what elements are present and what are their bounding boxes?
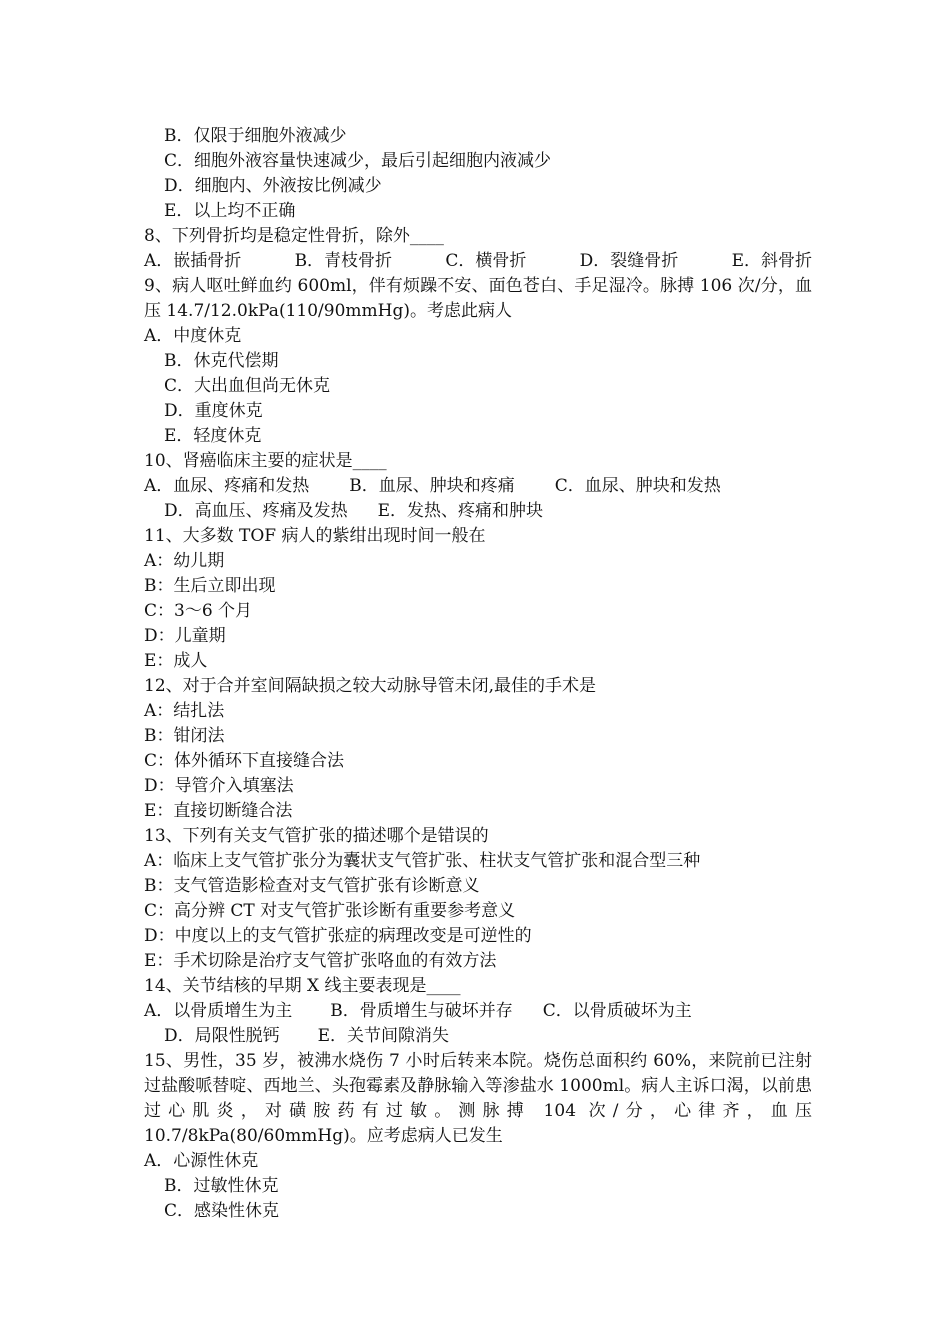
q7-option-d: D．细胞内、外液按比例减少 bbox=[164, 176, 382, 196]
q10-options-row-1 bbox=[144, 474, 812, 499]
q11-option-a: A：幼儿期 bbox=[144, 551, 225, 571]
question-12: 12、对于合并室间隔缺损之较大动脉导管未闭,最佳的手术是 bbox=[144, 676, 597, 696]
q10-option-e: E．发热、疼痛和肿块 bbox=[377, 501, 544, 521]
q11-option-d: D：儿童期 bbox=[144, 626, 226, 646]
q8-option-c: C．横骨折 bbox=[445, 251, 527, 271]
q9-option-e: E．轻度休克 bbox=[164, 426, 262, 446]
q14-option-c: C．以骨质破坏为主 bbox=[542, 1001, 692, 1021]
q13-option-b: B：支气管造影检查对支气管扩张有诊断意义 bbox=[144, 876, 480, 896]
q11-option-e: E：成人 bbox=[144, 651, 208, 671]
q8-options-row bbox=[144, 249, 812, 274]
q9-option-d: D．重度休克 bbox=[164, 401, 263, 421]
q12-option-d: D：导管介入填塞法 bbox=[144, 776, 294, 796]
q7-option-e: E．以上均不正确 bbox=[164, 201, 296, 221]
question-8: 8、下列骨折均是稳定性骨折，除外____ bbox=[144, 226, 444, 246]
q10-option-a: A．血尿、疼痛和发热 bbox=[144, 476, 310, 496]
q14-option-b: B．骨质增生与破坏并存 bbox=[330, 1001, 513, 1021]
q12-option-b: B：钳闭法 bbox=[144, 726, 225, 746]
question-11: 11、大多数 TOF 病人的紫绀出现时间一般在 bbox=[144, 526, 486, 546]
q12-option-c: C：体外循环下直接缝合法 bbox=[144, 751, 345, 771]
q7-option-c: C．细胞外液容量快速减少，最后引起细胞内液减少 bbox=[164, 151, 552, 171]
q13-option-d: D：中度以上的支气管扩张症的病理改变是可逆性的 bbox=[144, 926, 532, 946]
q10-options-row-2 bbox=[144, 499, 812, 524]
q9-option-c: C．大出血但尚无休克 bbox=[164, 376, 331, 396]
q13-option-e: E：手术切除是治疗支气管扩张咯血的有效方法 bbox=[144, 951, 497, 971]
q11-option-c: C：3～6 个月 bbox=[144, 601, 253, 621]
q14-option-a: A．以骨质增生为主 bbox=[144, 1001, 293, 1021]
q15-option-b: B．过敏性休克 bbox=[164, 1176, 279, 1196]
q15-option-c: C．感染性休克 bbox=[164, 1201, 280, 1221]
question-9: 9、病人呕吐鲜血约 600ml，伴有烦躁不安、面色苍白、手足湿冷。脉搏 106 次/分，血压 14.7/12.0kPa(110/90mmHg)。考虑此病人 bbox=[144, 276, 812, 321]
question-14: 14、关节结核的早期 X 线主要表现是____ bbox=[144, 976, 461, 996]
q13-option-a: A：临床上支气管扩张分为囊状支气管扩张、柱状支气管扩张和混合型三种 bbox=[144, 851, 701, 871]
q9-option-b: B．休克代偿期 bbox=[164, 351, 279, 371]
q8-option-e: E．斜骨折 bbox=[731, 251, 812, 271]
q8-option-a: A．嵌插骨折 bbox=[144, 251, 242, 271]
q10-option-b: B．血尿、肿块和疼痛 bbox=[349, 476, 515, 496]
q14-options-row-2 bbox=[144, 1024, 812, 1049]
q10-option-c: C．血尿、肿块和发热 bbox=[554, 476, 721, 496]
question-10: 10、肾癌临床主要的症状是____ bbox=[144, 451, 387, 471]
q12-option-a: A：结扎法 bbox=[144, 701, 225, 721]
q13-option-c: C：高分辨 CT 对支气管扩张诊断有重要参考意义 bbox=[144, 901, 516, 921]
q8-option-d: D．裂缝骨折 bbox=[579, 251, 679, 271]
q14-options-row-1 bbox=[144, 999, 812, 1024]
question-15: 15、男性，35 岁，被沸水烧伤 7 小时后转来本院。烧伤总面积约 60%，来院前已注射过盐酸哌替啶、西地兰、头孢霉素及静脉输入等渗盐水 1000ml。病人主诉口渴，以前患过心肌炎，对磺胺药有过敏。测脉搏 104 次/分，心律齐，血压 10.7/8kPa(80/60mmHg)。应考虑病人已发生 bbox=[144, 1051, 812, 1146]
q10-option-d: D．高血压、疼痛及发热 bbox=[164, 501, 348, 521]
q14-option-e: E．关节间隙消失 bbox=[317, 1026, 450, 1046]
q12-option-e: E：直接切断缝合法 bbox=[144, 801, 293, 821]
q8-option-b: B．青枝骨折 bbox=[294, 251, 393, 271]
q14-option-d: D．局限性脱钙 bbox=[164, 1026, 280, 1046]
q7-option-b: B．仅限于细胞外液减少 bbox=[164, 126, 347, 146]
question-13: 13、下列有关支气管扩张的描述哪个是错误的 bbox=[144, 826, 489, 846]
document-body bbox=[144, 124, 812, 1224]
q9-option-a: A．中度休克 bbox=[144, 326, 242, 346]
q15-option-a: A．心源性休克 bbox=[144, 1151, 259, 1171]
q11-option-b: B：生后立即出现 bbox=[144, 576, 276, 596]
